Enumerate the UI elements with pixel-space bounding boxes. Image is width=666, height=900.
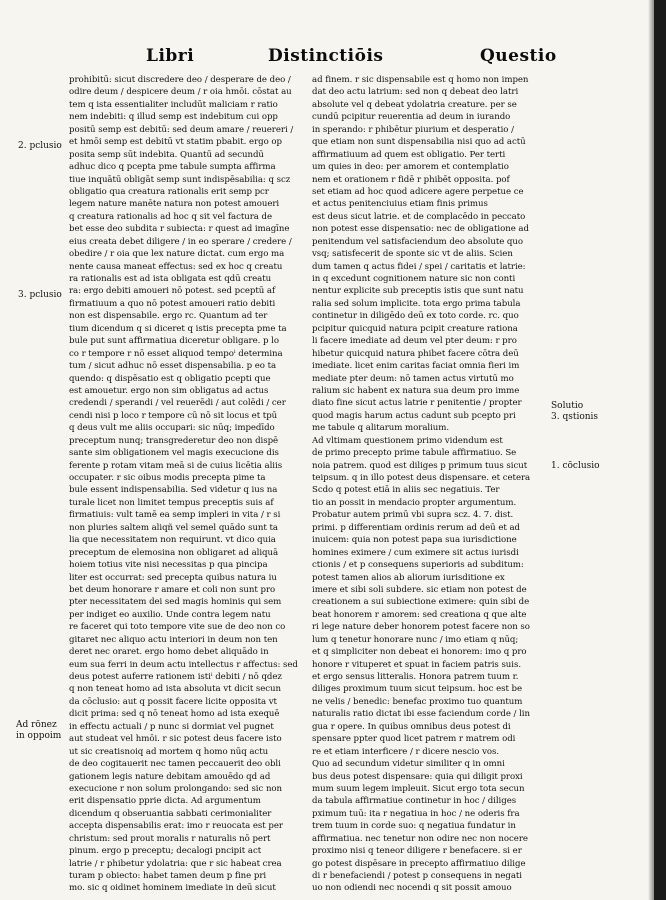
text-line: re faceret qui toto tempore vite sue de deo non co (69, 622, 286, 633)
text-line: in effectu actuali / p nunc si dormiat vel pugnet (69, 721, 274, 732)
text-line: go potest dispēsare in precepto affirmatiuo dilige (312, 858, 526, 869)
text-line: obedire / r oia que lex nature dictat. cum ergo ma (69, 249, 285, 260)
marginal-note-first-conclusion: 1. cōclusio (551, 461, 600, 471)
text-line: adhuc dico q pcepta pme tabule sumpta affirma (69, 162, 276, 173)
text-line: ferente p rotam vitam meā si de cuius licētia aliis (69, 460, 283, 471)
text-line: proximo nisi q teneor diligere r benefacere. si er (312, 846, 522, 857)
text-line: preceptum de elemosina non obligaret ad aliquā (69, 547, 279, 558)
text-line: mediate pter deum: nō tamen actus virtutū mo (312, 373, 514, 384)
text-line: ralium sic habent ex natura sua deum pro imme (312, 385, 520, 396)
text-line: set etiam ad hoc quod adicere agere perpetue ce (312, 186, 524, 197)
text-line: lia que necessitatem non requirunt. vt dico quia (69, 535, 276, 546)
text-line: erit dispensatio pprie dicta. Ad argumentum (69, 796, 261, 807)
text-line: in sperando: r phibētur piurium et desperatio / (312, 124, 514, 135)
text-line: non pluries saltem aliqñ vel semel quādo sunt ta (69, 522, 278, 533)
text-line: creationem a sui subiectione eximere: quin sibi de (312, 597, 530, 608)
marginal-note-third-conclusion: 3. pclusio (18, 290, 62, 300)
text-line: firmatiuis: vult tamē ea semp impleri in vita / r si (69, 510, 281, 521)
text-line: tio an possit in mendacio propter argumentum. (312, 497, 517, 508)
text-line: liter est occurrat: sed precepta quibus natura iu (69, 572, 277, 583)
text-line: ra rationalis est ad ista obligata est qdū creatu (69, 274, 272, 284)
text-line: positū semp est debitū: sed deum amare / reuereri / (69, 124, 294, 135)
text-line: nem indebiti: q illud semp est indebitum cui opp (69, 112, 278, 123)
text-line: occupater. r sic oibus modis precepta pime ta (69, 473, 266, 483)
text-line: credendi / sperandi / vel reuerēdi / aut colēdi / cer (69, 398, 286, 409)
text-line: cendi nisi p loco r tempore cū nō sit locus et tpū (69, 410, 278, 421)
text-line: dicit prima: sed q nō teneat homo ad ista exequē (69, 709, 280, 720)
text-line: et q simpliciter non debeat ei honorem: imo q pro (312, 647, 527, 658)
text-line: continetur in diligēdo deū ex toto corde. rc. quo (312, 311, 519, 322)
text-line: re et etiam interficere / r dicere nescio vos. (312, 746, 500, 757)
text-line: christum: sed prout moralis r naturalis nō pert (69, 833, 271, 844)
text-line: bet esse deo subdita r subiecta: r quest ad imagīne (69, 224, 290, 235)
text-line: spensare ppter quod licet patrem r matrem odi (312, 734, 516, 745)
text-line: et actus penitenciuius etiam finis primus (312, 199, 488, 210)
running-head-left: Libri (146, 46, 195, 66)
text-line: mum suum legem impleuit. Sicut ergo tota secun (312, 783, 525, 794)
text-line: que etiam non sunt dispensabilia nisi quo ad actū (312, 137, 526, 148)
text-line: imediate. licet enim caritas faciat omnia fieri im (312, 361, 520, 372)
text-line: non potest esse dispensatio: nec de obligatione ad (312, 224, 529, 235)
text-line: ralia sed solum implicite. tota ergo prima tabula (312, 298, 521, 309)
text-line: ad finem. r sic dispensabile est q homo non impen (312, 75, 529, 85)
text-line: penitendum vel satisfaciendum deo absolute quo (312, 236, 523, 247)
text-line: non est dispensabile. ergo rc. Quantum ad ter (69, 311, 268, 322)
text-line: bule essent indispensabilia. Sed videtur q ius na (69, 485, 278, 496)
text-line: potest tamen alios ab aliorum iurisditione ex (312, 572, 505, 583)
text-line: prohibitū: sicut discredere deo / desperare de deo / (69, 75, 291, 85)
text-line: tiue inquātū obligāt semp sunt indispēsabilia: q scz (69, 174, 291, 185)
text-line: li facere imediate ad deum vel pter deum: r pro (312, 336, 517, 347)
text-line: q non teneat homo ad ista absoluta vt dicit secun (69, 684, 282, 695)
text-line: odire deum / despicere deum / r oia hmōi. cōstat au (69, 87, 292, 98)
text-line: absolute vel q debeat ydolatria creature. per se (312, 99, 517, 110)
text-line: lum q tenetur honorare nunc / imo etiam q nūq; (312, 634, 519, 645)
text-line: dum tamen q actus fidei / spei / caritatis et latrie: (312, 261, 526, 272)
text-line: q creatura rationalis ad hoc q sit vel factura de (69, 211, 273, 222)
text-line: uo non odiendi nec nocendi q sit possit amouo (312, 883, 512, 894)
text-line: tem q ista essentialiter includūt maliciam r ratio (69, 99, 278, 110)
text-line: q deus vult me aliis occupari: sic nūq; impedīdo (69, 423, 275, 434)
marginal-note-line: 3. qstionis (551, 412, 599, 422)
text-line: legem nature manēte natura non potest amoueri (69, 199, 280, 210)
text-line: deus potest auferre rationem istiⁱ debiti / nō qdez (69, 672, 282, 682)
text-line: diliges proximum tuum sicut teipsum. hoc est be (312, 684, 523, 695)
text-line: sante sim obligationem vel magis execucione dis (69, 448, 279, 459)
text-line: pinum. ergo p preceptu; decalogi pncipit act (69, 846, 262, 857)
text-line: turale licet non limitet tempus preceptis suis af (69, 497, 274, 508)
text-line: me tabule q alitarum moralium. (312, 423, 450, 434)
text-line: Scdo q potest etiā in aliis sec negatiuis. Ter (312, 485, 500, 496)
text-line: latrie / r phibetur ydolatria: que r sic habeat crea (69, 858, 282, 869)
text-line: turam p obiecto: habet tamen deum p fine pri (69, 871, 267, 881)
text-line: dicendum q obseruantia sabbati cerimonialiter (69, 808, 272, 819)
text-line: inuicem: quia non potest papa sua iurisdictione (312, 535, 517, 546)
text-line: de primo precepto prime tabule affirmatiuo. Se (312, 448, 517, 459)
text-line: diato fine sicut actus latrie r penitentie / propter (312, 398, 522, 409)
text-line: ctionis / et p consequens superioris ad subditum: (312, 560, 524, 571)
text-line: firmatiuum a quo nō potest amoueri ratio debiti (69, 298, 276, 309)
text-line: ne velis / benedic: benefac proximo tuo quantum (312, 696, 523, 707)
text-line: da cōclusio: aut q possit facere licite opposita vt (69, 696, 277, 707)
text-line: nentur explicite sub preceptis istis que sunt natu (312, 286, 524, 297)
text-line: gationem legis nature debitam amouēdo qd ad (69, 771, 271, 782)
text-line: tium dicendum q si diceret q istis precepta pme ta (69, 323, 287, 334)
marginal-note-line: in oppoim (16, 731, 62, 741)
text-line: quod magis harum actus cadunt sub pcepto pri (312, 410, 516, 421)
text-line: homines eximere / cum eximere sit actus iurisdi (312, 547, 519, 558)
text-line: pter necessitatem dei sed magis hominis qui sem (69, 597, 282, 608)
text-line: quendo: q dispēsatio est q obligatio pcepti que (69, 373, 271, 384)
text-line: aut studeat vel hmōi. r sic potest deus facere isto (69, 734, 282, 745)
text-column-left (69, 74, 301, 894)
text-line: hibetur quicquid natura phibet facere cōtra deū (312, 348, 519, 359)
text-line: naturalis ratio dictat ibi esse faciendum corde / lin (312, 709, 530, 720)
text-line: de deo cogitauerit nec tamen peccauerit deo obli (69, 759, 281, 770)
running-head-center: Distinctiōis (268, 46, 384, 66)
text-line: est deus sicut latrie. et de complacēdo in peccato (312, 211, 526, 222)
text-line: gitaret nec aliquo actu interiori in deum non ten (69, 634, 278, 645)
text-line: pcipitur quicquid natura pcipit creature rationa (312, 323, 518, 334)
text-line: per indiget eo auxilio. Unde contra legem natu (69, 609, 271, 620)
text-line: Quo ad secundum videtur similiter q in omni (312, 759, 505, 770)
text-line: primi. p differentiam ordinis rerum ad deū et ad (312, 522, 520, 533)
text-column-right (312, 74, 547, 894)
text-line: hoiem totius vite nisi necessitas p qua pincipa (69, 560, 268, 571)
text-line: ri lege nature deber honorem potest facere non so (312, 622, 530, 633)
text-line: preceptum nunq; transgrederetur deo non dispē (69, 435, 279, 446)
text-line: ra: ergo debiti amoueri nō potest. sed pceptū af (69, 286, 276, 297)
text-line: cundū pcipitur reuerentia ad deum in iurando (312, 112, 511, 123)
text-line: bet deum honorare r amare et coli non sunt pro (69, 584, 276, 595)
text-line: um quies in deo: per amorem et contemplatio (312, 162, 509, 173)
text-line: et ergo sensus litteralis. Honora patrem tuum r. (312, 672, 519, 682)
text-line: posita semp sūt indebita. Quantū ad secundū (69, 149, 264, 160)
marginal-note-line: Solutio (551, 401, 584, 411)
text-line: nente causa maneat effectus: sed ex hoc q creatu (69, 261, 283, 272)
text-line: di r benefaciendi / potest p consequens in negati (312, 871, 522, 881)
marginal-note-solutio (551, 401, 598, 423)
text-line: nem et orationem r fidē r phibēt opposita. pof (312, 174, 510, 185)
text-line: est amouetur. ergo non sim obligatus ad actus (69, 385, 269, 396)
text-line: tum / sicut adhuc nō esset dispensabilia. p eo ta (69, 361, 277, 372)
text-line: affirmatiua. nec tenetur non odire nec non nocere (312, 833, 528, 844)
text-line: da tabula affirmatiue continetur in hoc / diliges (312, 796, 517, 807)
text-line: co r tempore r nō esset aliquod tempoⁱ determina (69, 348, 283, 359)
text-line: Probatur autem primū vbi supra scz. 4. 7. dist. (312, 510, 514, 521)
text-line: trem tuum in corde suo: q negatiua fundatur in (312, 821, 516, 832)
text-line: eius creata debet diligere / in eo sperare / credere / (69, 236, 292, 247)
text-line: in q excedunt cognitionem nature sic non conti (312, 274, 516, 284)
text-line: noia patrem. quod est diliges p primum tuus sicut (312, 460, 528, 471)
text-line: bule put sunt affirmatiua diceretur obligare. p lo (69, 336, 279, 347)
text-line: honore r vituperet et spuat in faciem patris suis. (312, 659, 522, 670)
text-line: beat honorem r amorem: sed creationa q que alte (312, 609, 527, 620)
text-line: deret nec oraret. ergo homo debet aliquādo in (69, 647, 269, 658)
text-line: obligatio qua creatura rationalis erit semp pcr (69, 186, 269, 197)
text-line: pximum tuū: ita r negatiua in hoc / ne oderis fra (312, 808, 520, 819)
marginal-note-ad-rationem (16, 720, 61, 742)
text-line: et hmōi semp est debitū vt statim pbabit. ergo op (69, 137, 282, 148)
text-line: gua r opere. In quibus omnibus deus potest di (312, 721, 511, 732)
running-head-right: Questio (480, 46, 557, 66)
text-line: execucione r non solum prolongando: sed sic non (69, 783, 283, 794)
text-line: dat deo actu latrium: sed non q debeat deo latri (312, 87, 519, 98)
book-spine-edge (654, 0, 666, 900)
text-line: bus deus potest dispensare: quia qui diligit proxi (312, 771, 523, 782)
text-line: teipsum. q in illo potest deus dispensare. et cetera (312, 473, 531, 483)
text-line: vsq; satisfecerit de sponte sic vt de aliis. Scien (312, 249, 513, 260)
text-line: imere et sibi soli subdere. sic etiam non potest de (312, 584, 527, 595)
text-line: affirmatiuum ad quem est obligatio. Per terti (312, 149, 506, 160)
marginal-note-line: Ad rōnez (16, 720, 57, 730)
text-line: eum sua ferri in deum actu intellectus r affectus: sed (69, 659, 298, 670)
text-line: Ad vltimam questionem primo videndum est (312, 435, 503, 446)
text-line: mo. sic q oidinet hominem imediate in deū sicut (69, 883, 276, 894)
text-line: accepta dispensabilis erat: imo r reuocata est per (69, 821, 283, 832)
text-line: ut sic creatisnoiq ad mortem q homo nūq actu (69, 746, 269, 757)
marginal-note-second-conclusion: 2. pclusio (18, 141, 62, 151)
